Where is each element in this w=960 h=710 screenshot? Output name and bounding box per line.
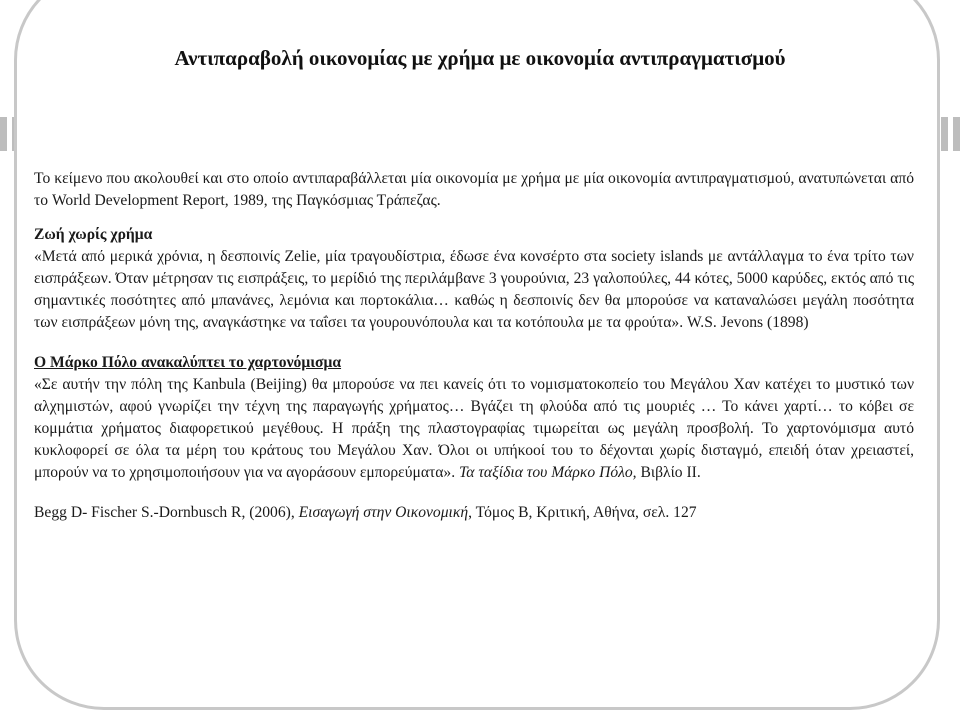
marco-polo-source-book: Βιβλίο ΙΙ. — [636, 464, 701, 481]
section-heading-life-without-money: Ζωή χωρίς χρήμα — [34, 226, 153, 243]
citation — [34, 502, 914, 524]
citation-authors: Begg D- Fischer S.-Dornbusch R, (2006), — [34, 504, 299, 521]
page-title: Αντιπαραβολή οικονομίας με χρήμα με οικονομία αντιπραγματισμού — [174, 46, 786, 70]
citation-details: , Τόμος Β, Κριτική, Αθήνα, σελ. 127 — [468, 504, 697, 521]
slide-content — [34, 168, 914, 524]
section-body-life-without-money: «Μετά από μερικά χρόνια, η δεσποινίς Zelie, μία τραγουδίστρια, έδωσε ένα κονσέρτο στα society islands με αντάλλαγμα το ένα τρίτο των εισπράξεων. Όταν μέτρησαν τις εισπράξεις, το μερίδιό της περιλάμβανε 3 γουρούνια, 23 γαλοπούλες, 44 κότες, 5000 καρύδες, εκτός από τις σημαντικές ποσότητες από μπανάνες, λεμόνια και πορτοκάλια… καθώς η δεσποινίς δεν θα μπορούσε να καταναλώσει μεγάλη ποσότητα των εισπράξεων μόνη της, αναγκάστηκε να ταΐσει τα γουρουνόπουλα και τα κοτόπουλα με τα φρούτα». W.S. Jevons (1898) — [34, 248, 914, 331]
section-body-marco-polo — [34, 374, 914, 484]
intro-paragraph: Το κείμενο που ακολουθεί και στο οποίο αντιπαραβάλλεται μία οικονομία με χρήμα με μία οικονομία αντιπραγματισμού, ανατυπώνεται από το World Development Report, 1989, της Παγκόσμιας Τράπεζας. — [34, 170, 914, 209]
citation-book-title: Εισαγωγή στην Οικονομική — [298, 504, 469, 521]
marco-polo-source-title: Τα ταξίδια του Μάρκο Πόλο, — [459, 464, 637, 481]
section-heading-marco-polo: Ο Μάρκο Πόλο ανακαλύπτει το χαρτονόμισμα — [34, 354, 342, 371]
marco-polo-quote: «Σε αυτήν την πόλη της Kanbula (Beijing) θα μπορούσε να πει κανείς ότι το νομισματοκοπείο του Μεγάλου Χαν κατέχει το μυστικό των αλχημιστών, αφού γνωρίζει την τέχνη της παραγωγής χρήματος… Βγάζει τη φλούδα από τις μουριές … Το κάνει χαρτί… το κόβει σε κομμάτια χρήματος διαφορετικού μεγέθους. Η πράξη της πλαστογραφίας τιμωρείται ως μεγάλη προσβολή. Το χαρτονόμισμα αυτό κυκλοφορεί σε όλα τα μέρη του κράτους του Μεγάλου Χαν. Όλοι οι υπήκοοί του το δέχονται χωρίς δισταγμό, επειδή όταν χρειαστεί, μπορούν να το χρησιμοποιήσουν για να αγοράσουν εμπορεύματα». — [34, 376, 914, 481]
